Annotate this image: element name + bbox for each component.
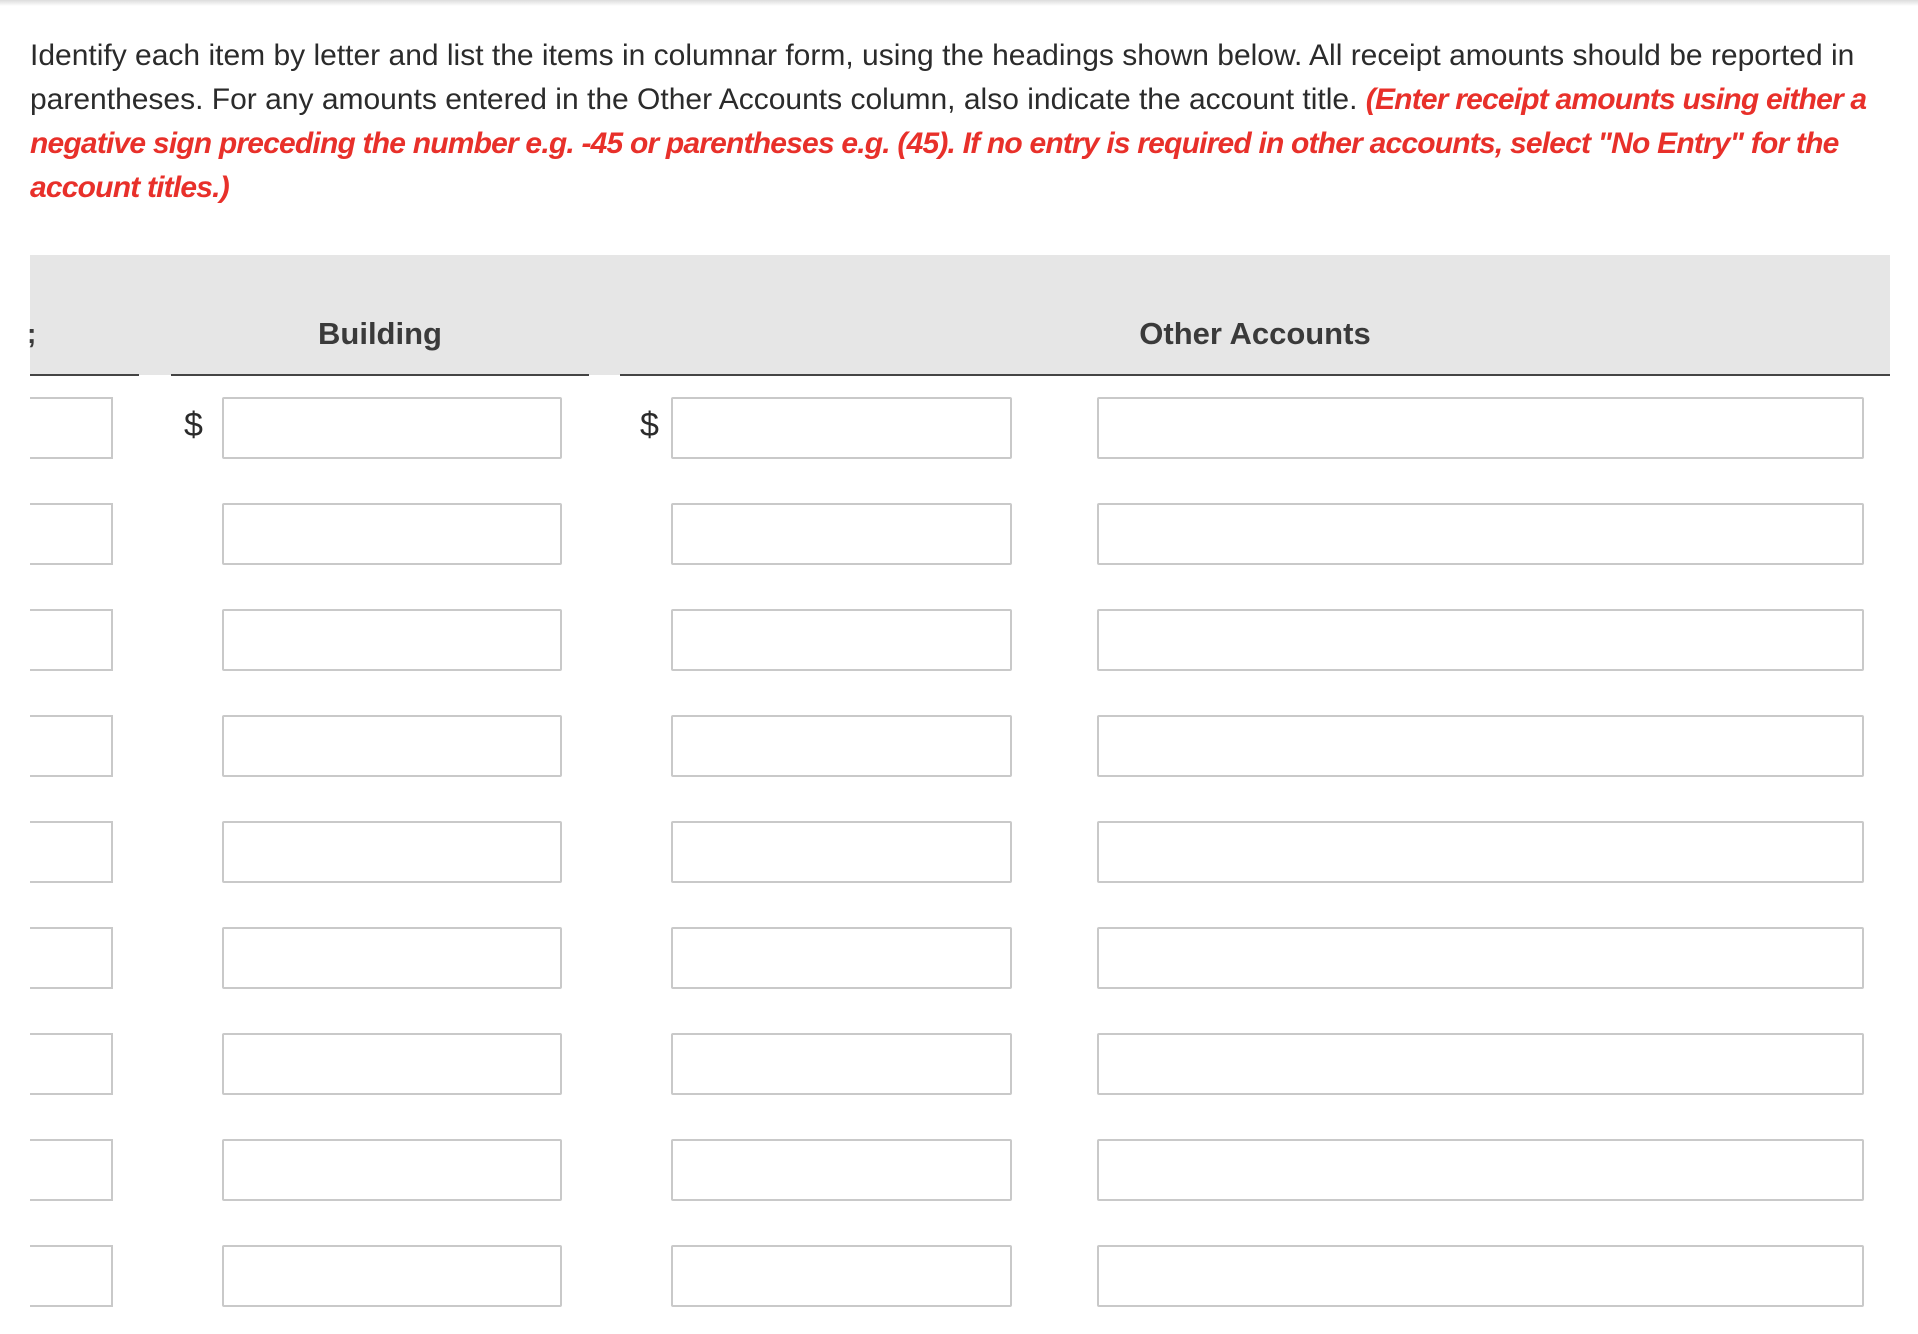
item-letter-input[interactable] — [30, 927, 113, 989]
header-underline-other — [620, 374, 1890, 376]
building-amount-input[interactable] — [671, 609, 1012, 671]
amount-input[interactable] — [222, 821, 562, 883]
building-amount-input[interactable] — [671, 1139, 1012, 1201]
instructions-red-note: (Enter receipt amounts using either a negative sign preceding the number e.g. -45 or parentheses e.g. (45). If no entry is required in other accounts, select "No Entry" for the account titles.) — [30, 83, 1867, 204]
column-header-item: ; — [27, 318, 37, 349]
other-accounts-input[interactable] — [1097, 609, 1864, 671]
other-accounts-input[interactable] — [1097, 503, 1864, 565]
other-accounts-input[interactable] — [1097, 1245, 1864, 1307]
building-amount-input[interactable] — [671, 1033, 1012, 1095]
item-letter-input[interactable] — [30, 821, 113, 883]
column-header-building: Building — [318, 316, 442, 351]
building-amount-input[interactable] — [671, 821, 1012, 883]
currency-symbol: $ — [640, 406, 659, 444]
building-amount-input[interactable] — [671, 1245, 1012, 1307]
amount-input[interactable] — [222, 609, 562, 671]
building-amount-input[interactable] — [671, 503, 1012, 565]
other-accounts-input[interactable] — [1097, 715, 1864, 777]
amount-input[interactable] — [222, 1245, 562, 1307]
amount-input[interactable] — [222, 503, 562, 565]
building-amount-input[interactable] — [671, 715, 1012, 777]
other-accounts-input[interactable] — [1097, 821, 1864, 883]
header-underline-item — [30, 374, 139, 376]
amount-input[interactable] — [222, 1139, 562, 1201]
header-underline-building — [171, 374, 589, 376]
instructions — [30, 34, 1890, 210]
other-accounts-input[interactable] — [1097, 1033, 1864, 1095]
item-letter-input[interactable] — [30, 1033, 113, 1095]
amount-input[interactable] — [222, 397, 562, 459]
item-letter-input[interactable] — [30, 1139, 113, 1201]
amount-input[interactable] — [222, 715, 562, 777]
amount-input[interactable] — [222, 927, 562, 989]
other-accounts-input[interactable] — [1097, 927, 1864, 989]
building-amount-input[interactable] — [671, 927, 1012, 989]
instructions-text: Identify each item by letter and list the items in columnar form, using the headings shown below. All receipt amounts should be reported in parentheses. For any amounts entered in the Other Accounts column, also indicate the account title. — [30, 39, 1855, 116]
item-letter-input[interactable] — [30, 397, 113, 459]
top-shadow — [0, 0, 1918, 6]
item-letter-input[interactable] — [30, 503, 113, 565]
item-letter-input[interactable] — [30, 1245, 113, 1307]
item-letter-input[interactable] — [30, 609, 113, 671]
item-letter-input[interactable] — [30, 715, 113, 777]
building-amount-input[interactable] — [671, 397, 1012, 459]
currency-symbol: $ — [184, 406, 203, 444]
other-accounts-input[interactable] — [1097, 397, 1864, 459]
amount-input[interactable] — [222, 1033, 562, 1095]
column-header-other-accounts: Other Accounts — [1139, 316, 1371, 351]
table-header-band — [30, 255, 1890, 375]
other-accounts-input[interactable] — [1097, 1139, 1864, 1201]
